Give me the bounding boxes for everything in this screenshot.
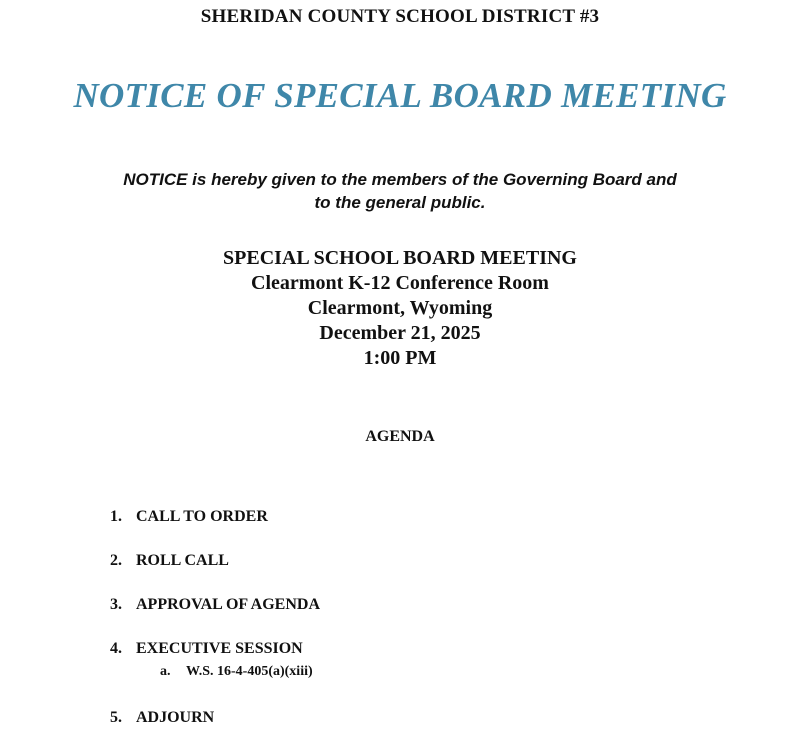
- meeting-details: [0, 246, 800, 371]
- agenda-subitem-label: W.S. 16-4-405(a)(xiii): [186, 664, 313, 679]
- agenda-item-number: 5.: [110, 709, 122, 726]
- agenda-item-label: APPROVAL OF AGENDA: [136, 596, 321, 613]
- meeting-name: SPECIAL SCHOOL BOARD MEETING: [223, 247, 577, 269]
- intro-paragraph: [0, 168, 800, 214]
- intro-line-1: NOTICE is hereby given to the members of the Governing Board and: [123, 170, 677, 189]
- agenda-item-approval-of-agenda: [110, 596, 320, 614]
- meeting-city: Clearmont, Wyoming: [307, 297, 493, 319]
- agenda-item-label: ROLL CALL: [136, 552, 229, 569]
- agenda-item-label: ADJOURN: [136, 709, 215, 726]
- agenda-item-call-to-order: [110, 508, 268, 526]
- agenda-item-adjourn: [110, 709, 214, 727]
- agenda-item-number: 3.: [110, 596, 122, 613]
- notice-title: NOTICE OF SPECIAL BOARD MEETING: [73, 76, 727, 115]
- meeting-date: December 21, 2025: [319, 322, 481, 344]
- agenda-subitem-statute: [160, 664, 313, 680]
- agenda-heading: AGENDA: [365, 428, 435, 445]
- agenda-item-roll-call: [110, 552, 229, 570]
- agenda-item-label: EXECUTIVE SESSION: [136, 640, 303, 657]
- agenda-item-number: 2.: [110, 552, 122, 569]
- intro-line-2: to the general public.: [314, 193, 486, 212]
- agenda-subitem-letter: a.: [160, 664, 171, 679]
- meeting-time: 1:00 PM: [363, 347, 437, 369]
- agenda-item-number: 4.: [110, 640, 122, 657]
- agenda-item-label: CALL TO ORDER: [136, 508, 268, 525]
- district-name: SHERIDAN COUNTY SCHOOL DISTRICT #3: [200, 6, 600, 27]
- agenda-item-number: 1.: [110, 508, 122, 525]
- meeting-location: Clearmont K-12 Conference Room: [251, 272, 549, 294]
- agenda-item-executive-session: [110, 640, 303, 658]
